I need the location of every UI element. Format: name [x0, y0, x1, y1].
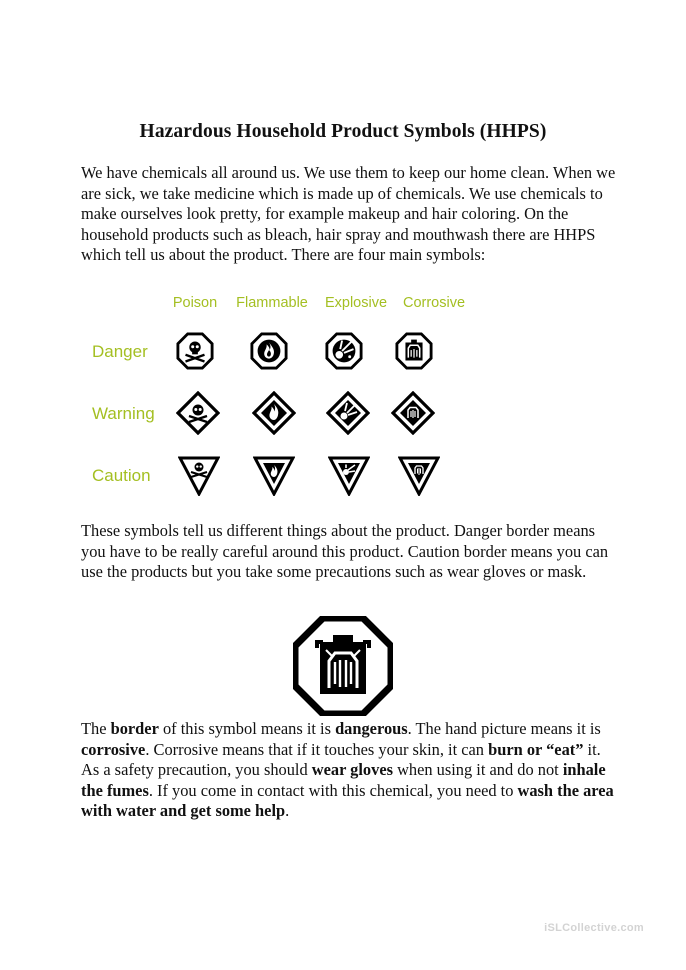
flammable-danger-icon [250, 332, 288, 370]
corrosive-caution-icon [398, 456, 440, 496]
corrosive-danger-icon [395, 332, 433, 370]
text-run: . If you come in contact with this chemical, you need to [148, 780, 518, 800]
explosive-warning-icon [326, 391, 370, 435]
emphasis-border: border [110, 719, 159, 738]
row-label-caution: Caution [92, 466, 151, 485]
page-title: Hazardous Household Product Symbols (HHPS) [139, 121, 547, 142]
emphasis-wear-gloves: wear gloves [311, 760, 393, 780]
emphasis-corrosive: corrosive [81, 739, 146, 759]
poison-danger-icon [176, 332, 214, 370]
column-header-explosive: Explosive [324, 295, 388, 311]
emphasis-inhale-fumes: inhale the fumes [81, 760, 606, 800]
explosive-caution-icon [328, 456, 370, 496]
flammable-warning-icon [252, 391, 296, 435]
text-run: when using it and do not [392, 760, 563, 780]
column-header-flammable: Flammable [236, 295, 308, 311]
text-run: The [81, 719, 111, 738]
poison-caution-icon [178, 456, 220, 496]
text-run: . Corrosive means that if it touches your skin, it can [145, 739, 489, 759]
border-explanation-paragraph: These symbols tell us different things about the product. Danger border means you have to be really careful around this product. Caution border means you can use the products but you take some precautions such as wear gloves or mask. [81, 521, 609, 582]
emphasis-burn-or-eat: burn or “eat” [488, 739, 584, 759]
row-label-warning: Warning [92, 404, 155, 423]
corrosive-danger-large-icon [293, 616, 393, 716]
emphasis-dangerous: dangerous [335, 719, 408, 738]
poison-warning-icon [176, 391, 220, 435]
text-run: . [285, 801, 290, 821]
text-run: of this symbol means it is [158, 719, 336, 738]
row-label-danger: Danger [92, 342, 148, 361]
corrosive-warning-icon [391, 391, 435, 435]
column-header-corrosive: Corrosive [402, 295, 466, 311]
intro-paragraph: We have chemicals all around us. We use them to keep our home clean. When we are sick, we take medicine which is made up of chemicals. We use chemicals to make ourselves look pretty, for example makeup and hair coloring. On the household products such as bleach, hair spray and mouthwash there are HHPS which tell us about the product. There are four main symbols: [81, 163, 616, 265]
watermark: iSLCollective.com [544, 922, 644, 934]
text-run: . The hand picture means it is [407, 719, 601, 738]
column-header-poison: Poison [172, 295, 218, 311]
explosive-danger-icon [325, 332, 363, 370]
flammable-caution-icon [253, 456, 295, 496]
emphasis-wash-area: wash the area with water and get some help [81, 780, 614, 821]
text-run: it. As a safety precaution, you should [81, 739, 601, 780]
corrosive-explanation-paragraph [81, 719, 621, 822]
